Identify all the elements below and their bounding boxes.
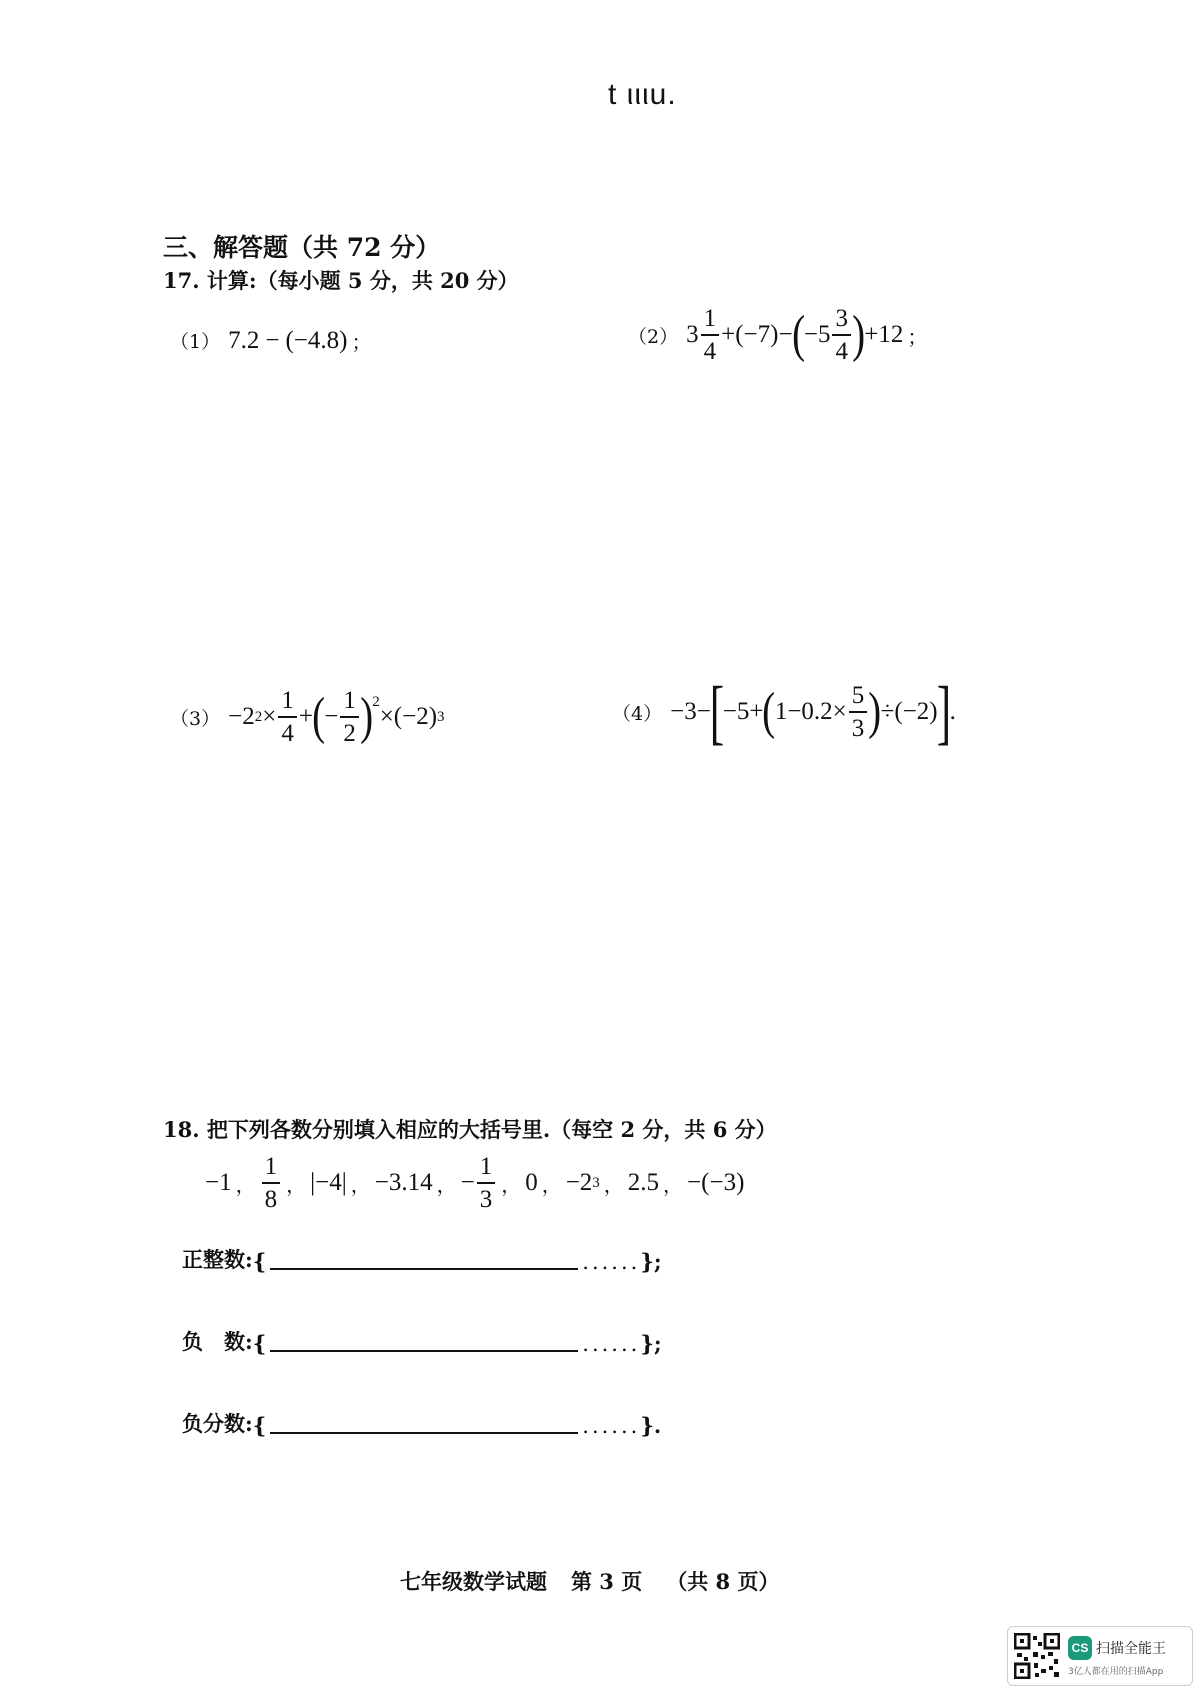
answer-row-negative-numbers <box>182 1326 662 1356</box>
question-17-title: 17. 计算:（每小题 5 分，共 20 分） <box>163 268 519 293</box>
numerator: 1 <box>701 306 720 336</box>
punctuation: . <box>949 698 956 725</box>
numerator: 1 <box>477 1154 496 1184</box>
separator: ， <box>541 1172 562 1197</box>
separator: ， <box>286 1172 307 1197</box>
separator: ， <box>235 1172 256 1197</box>
problem-17-1 <box>170 326 375 355</box>
problem-label: （3） <box>170 707 221 730</box>
ellipsis: ...... <box>582 1332 641 1356</box>
problem-label: （2） <box>628 325 679 348</box>
fraction <box>278 688 297 746</box>
footer-subject: 七年级数学试题 <box>400 1569 547 1594</box>
term: +12 <box>864 321 904 348</box>
punctuation: ； <box>351 330 372 354</box>
separator: ， <box>436 1172 457 1197</box>
problem-17-4 <box>612 672 956 752</box>
answer-blank[interactable] <box>270 1412 578 1434</box>
row-label: 正整数: <box>182 1247 253 1272</box>
answer-blank[interactable] <box>270 1248 578 1270</box>
operator: − <box>265 326 280 354</box>
term: +(−7)− <box>721 321 793 348</box>
fraction <box>340 688 359 746</box>
term: ÷(−2) <box>880 698 938 725</box>
separator: ， <box>501 1172 522 1197</box>
row-label: 负分数: <box>182 1411 253 1436</box>
number-item: −2 <box>565 1169 593 1196</box>
fraction <box>832 306 851 364</box>
paren-left: ( <box>312 688 326 745</box>
brace-open: { <box>252 1331 267 1356</box>
problem-label: （1） <box>170 331 221 353</box>
answer-blank[interactable] <box>270 1330 578 1352</box>
scanner-watermark-badge <box>1007 1626 1193 1686</box>
answer-row-negative-fractions <box>182 1408 661 1438</box>
numerator: 1 <box>278 688 297 718</box>
brace-open: { <box>252 1249 267 1274</box>
operator: × <box>262 703 277 730</box>
number-item: 2.5 <box>627 1169 660 1196</box>
paren-left: ( <box>762 683 776 740</box>
number-item: −1 <box>205 1169 232 1196</box>
term: 3 <box>686 321 699 348</box>
brace-close: }; <box>640 1249 662 1274</box>
denominator: 4 <box>703 338 717 365</box>
cut-off-header-text: t ﻿ιιιu. <box>608 78 677 111</box>
footer-total: （共 8 页） <box>666 1569 780 1594</box>
fraction <box>849 683 868 741</box>
denominator: 3 <box>851 715 865 742</box>
term: −3− <box>670 698 711 725</box>
answer-row-positive-integers <box>182 1244 662 1274</box>
term: − <box>324 703 339 730</box>
fraction <box>701 306 720 364</box>
number-item-sign: − <box>460 1169 475 1196</box>
bracket-left: [ <box>709 672 724 752</box>
number-item: 0 <box>525 1169 538 1196</box>
term: (−4.8) <box>285 326 348 354</box>
bracket-right: ] <box>936 672 951 752</box>
page-footer <box>400 1566 779 1596</box>
footer-page: 第 3 页 <box>571 1569 643 1594</box>
problem-label: （4） <box>612 702 663 725</box>
term: −5+ <box>722 698 764 725</box>
question-18-title: 18. 把下列各数分别填入相应的大括号里.（每空 2 分，共 6 分） <box>163 1117 777 1142</box>
denominator: 8 <box>264 1186 278 1213</box>
term: 1−0.2× <box>774 698 847 725</box>
denominator: 3 <box>479 1186 493 1213</box>
numerator: 5 <box>849 683 868 713</box>
row-label: 负 数: <box>182 1329 253 1354</box>
badge-title: 扫描全能王 <box>1096 1640 1166 1657</box>
term: −5 <box>803 321 831 348</box>
number-list: −1 ， $\frac{1}{8}$ ， |−4| ， −3.14 ， − $\frac{1}{3}$ ， 0 ， −2 3 ， 2.5 ， −(−3) <box>205 1153 745 1213</box>
brace-close: }. <box>640 1413 662 1438</box>
term: ×(−2) <box>379 703 438 730</box>
badge-subtitle: 3亿人都在用的扫描App <box>1068 1666 1164 1677</box>
denominator: 2 <box>343 720 356 747</box>
paren-right: ) <box>852 306 866 363</box>
paren-left: ( <box>791 306 805 363</box>
operator: + <box>298 703 313 730</box>
paren-right: ) <box>360 688 374 745</box>
denominator: 4 <box>835 338 848 365</box>
number-item-fraction <box>262 1154 281 1212</box>
separator: ， <box>663 1172 684 1197</box>
ellipsis: ...... <box>582 1414 641 1438</box>
problem-17-2 <box>628 306 931 364</box>
number-item: |−4| <box>310 1169 347 1196</box>
number-item: −(−3) <box>687 1169 745 1196</box>
number-item: −3.14 <box>374 1169 433 1196</box>
punctuation: ； <box>907 324 928 349</box>
number-item-fraction <box>477 1154 496 1212</box>
denominator: 4 <box>281 720 294 747</box>
separator: ， <box>350 1172 371 1197</box>
term: −2 <box>228 703 255 730</box>
numerator: 1 <box>262 1154 281 1184</box>
numerator: 1 <box>340 688 359 718</box>
brace-close: }; <box>640 1331 662 1356</box>
brace-open: { <box>252 1413 267 1438</box>
qr-code-icon <box>1014 1633 1060 1679</box>
problem-17-3: （3） −2 2 × $\frac{1}{4}$ + ( − $\frac{1}{2}$ ) 2 ×(−2) 3 <box>170 687 445 747</box>
paren-right: ) <box>868 683 882 740</box>
separator: ， <box>603 1172 624 1197</box>
numerator: 3 <box>832 306 851 336</box>
camscanner-logo-icon: CS <box>1068 1636 1092 1660</box>
badge-text-block <box>1068 1636 1166 1677</box>
section-title: 三、解答题（共 72 分） <box>163 233 441 262</box>
ellipsis: ...... <box>582 1250 641 1274</box>
badge-title-row <box>1068 1636 1166 1660</box>
term: 7.2 <box>228 326 260 354</box>
